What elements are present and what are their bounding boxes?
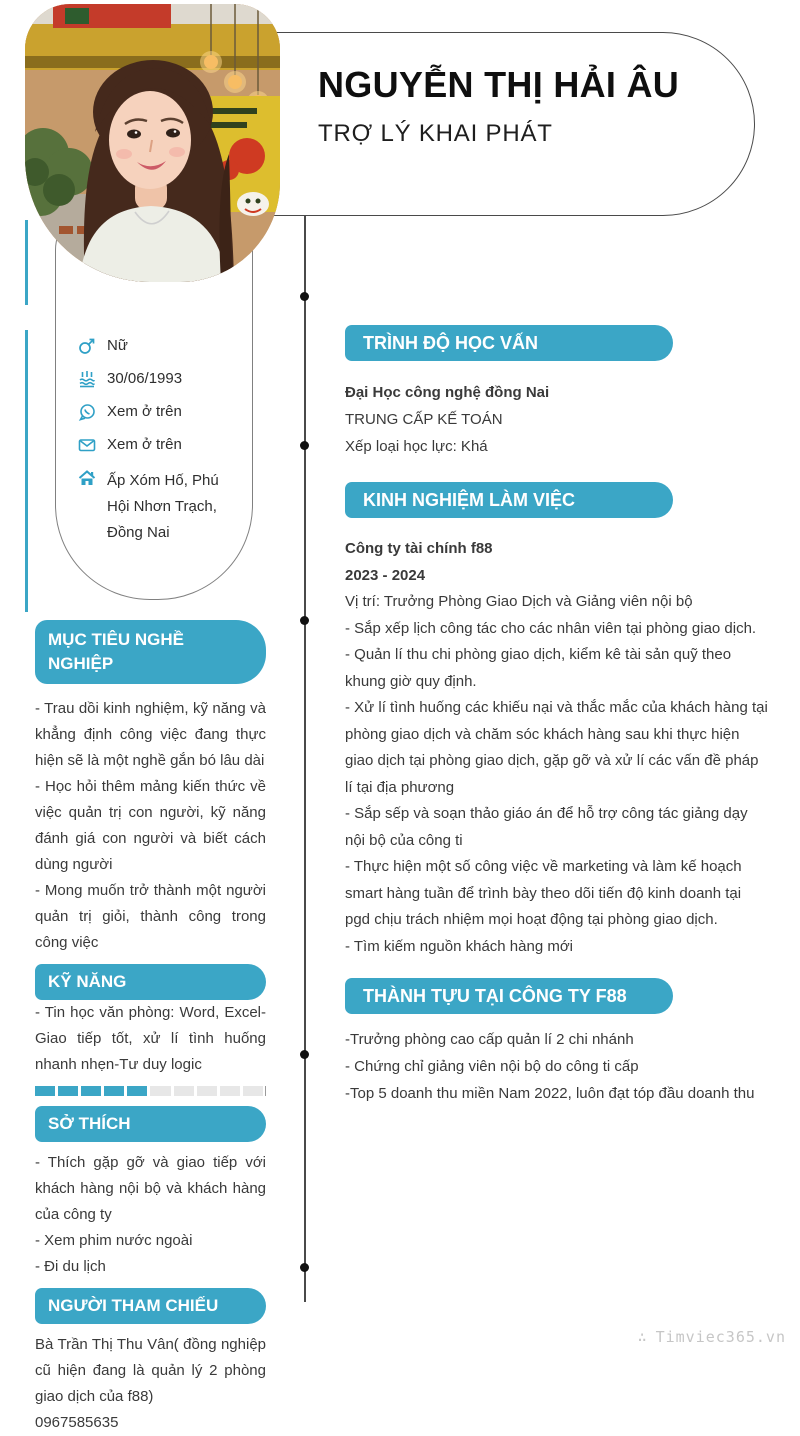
whatsapp-icon <box>78 403 96 421</box>
objective-bullet: - Trau dồi kinh nghiệm, kỹ năng và khẳng định công việc đang thực hiện sẽ là một nghề gắn bó lâu dài <box>35 700 266 769</box>
right-column <box>345 325 769 1107</box>
phone-value: Xem ở trên <box>107 403 182 420</box>
skill-segment <box>35 1086 55 1096</box>
experience-bullet: - Sắp xếp lịch công tác cho các nhân viên tại phòng giao dịch. <box>345 619 757 637</box>
email-icon <box>78 436 96 454</box>
home-icon <box>78 469 96 487</box>
experience-period: 2023 - 2024 <box>345 566 426 584</box>
email-value: Xem ở trên <box>107 436 182 453</box>
skill-segment <box>127 1086 147 1096</box>
job-title: TRỢ LÝ KHAI PHÁT <box>318 120 553 147</box>
skill-bar <box>35 1086 266 1096</box>
contact-list <box>78 336 238 559</box>
experience-bullet: - Thực hiện một số công việc về marketing và làm kế hoạch smart hàng tuần để trình bày theo dõi tiến độ kinh doanh tại pgd chịu trách nhiệm mọi hoạt động tại phòng giao dịch. <box>345 858 742 928</box>
contact-item-email <box>78 435 238 455</box>
interests-body <box>35 1150 266 1280</box>
skill-segment <box>197 1086 217 1096</box>
skill-segment <box>243 1086 263 1096</box>
skill-segment <box>81 1086 101 1096</box>
gender-value: Nữ <box>107 337 128 354</box>
objective-body <box>35 696 266 956</box>
achievement-bullet: - Chứng chỉ giảng viên nội bộ do công ti cấp <box>345 1058 639 1075</box>
skills-text: - Tin học văn phòng: Word, Excel- Giao tiếp tốt, xử lí tình huống nhanh nhẹn-Tư duy logic <box>35 1004 266 1073</box>
skill-segment <box>58 1086 78 1096</box>
experience-bullet: - Sắp sếp và soạn thảo giáo án để hỗ trợ công tác giảng dạy nội bộ của công ti <box>345 805 748 849</box>
objective-bullet: - Học hỏi thêm mảng kiến thức về việc quản trị con người, kỹ năng đánh giá con người và biết cách dùng người <box>35 778 266 873</box>
contact-item-address <box>78 468 238 546</box>
section-title-interests: SỞ THÍCH <box>35 1106 266 1142</box>
experience-position: Vị trí: Trưởng Phòng Giao Dịch và Giảng viên nội bộ <box>345 593 693 610</box>
watermark <box>638 1328 786 1346</box>
section-title-experience: KINH NGHIỆM LÀM VIỆC <box>345 482 673 518</box>
experience-company: Công ty tài chính f88 <box>345 540 493 557</box>
experience-bullet: - Tìm kiếm nguồn khách hàng mới <box>345 937 573 955</box>
header <box>318 64 679 148</box>
section-title-objective: MỤC TIÊU NGHỀ NGHIỆP <box>35 620 266 684</box>
watermark-icon: ∴ <box>637 1328 648 1346</box>
experience-bullet: - Quản lí thu chi phòng giao dịch, kiểm kê tài sản quỹ theo khung giờ quy định. <box>345 646 732 690</box>
section-title-reference: NGƯỜI THAM CHIẾU <box>35 1288 266 1324</box>
reference-body <box>35 1332 266 1436</box>
profile-photo <box>25 4 280 282</box>
birthday-value: 30/06/1993 <box>107 370 183 387</box>
reference-text: Bà Trần Thị Thu Vân( đồng nghiệp cũ hiện đang là quản lý 2 phòng giao dịch của f88) <box>35 1336 266 1405</box>
education-degree: TRUNG CẤP KẾ TOÁN <box>345 411 503 428</box>
interest-bullet: - Đi du lịch <box>35 1258 106 1275</box>
achievement-bullet: -Trưởng phòng cao cấp quản lí 2 chi nhánh <box>345 1031 634 1048</box>
timeline-line <box>304 216 306 1302</box>
skill-segment <box>174 1086 194 1096</box>
birthday-icon <box>78 370 96 388</box>
experience-body <box>345 536 769 960</box>
timeline-dot <box>300 441 309 450</box>
education-grade: Xếp loại học lực: Khá <box>345 438 488 455</box>
contact-item-birthday <box>78 369 238 389</box>
contact-item-gender <box>78 336 238 356</box>
interest-bullet: - Thích gặp gỡ và giao tiếp với khách hàng nội bộ và khách hàng của công ty <box>35 1154 266 1223</box>
interest-bullet: - Xem phim nước ngoài <box>35 1232 193 1249</box>
skill-segment <box>150 1086 170 1096</box>
achievements-body <box>345 1026 769 1107</box>
contact-item-phone <box>78 402 238 422</box>
timeline-dot <box>300 616 309 625</box>
gender-icon <box>78 337 96 355</box>
timeline-dot <box>300 1263 309 1272</box>
section-title-achievements: THÀNH TỰU TẠI CÔNG TY F88 <box>345 978 673 1014</box>
section-title-skills: KỸ NĂNG <box>35 964 266 1000</box>
reference-phone: 0967585635 <box>35 1414 119 1431</box>
education-school: Đại Học công nghệ đồng Nai <box>345 384 550 401</box>
accent-line <box>25 220 28 305</box>
objective-bullet: - Mong muốn trở thành một người quản trị giỏi, thành công trong công việc <box>35 882 266 951</box>
skill-segment <box>220 1086 240 1096</box>
candidate-name: NGUYỄN THỊ HẢI ÂU <box>318 64 680 105</box>
profile-photo-illustration <box>25 4 280 282</box>
achievement-bullet: -Top 5 doanh thu miền Nam 2022, luôn đạt tóp đầu doanh thu <box>345 1085 755 1102</box>
skill-segment <box>104 1086 124 1096</box>
experience-bullet: - Xử lí tình huống các khiếu nại và thắc mắc của khách hàng tại phòng giao dịch và chăm sóc khách hàng sau khi thực hiện giao dịch tại phòng giao dịch, gặp gỡ và xử lí các vấn đề pháp lí tại địa phương <box>345 699 768 796</box>
address-value: Ấp Xóm Hố, Phú Hội Nhơn Trạch, Đồng Nai <box>107 472 219 541</box>
watermark-text: Timviec365.vn <box>655 1328 786 1346</box>
accent-line <box>25 330 28 612</box>
timeline-dot <box>300 292 309 301</box>
section-title-education: TRÌNH ĐỘ HỌC VẤN <box>345 325 673 361</box>
timeline-dot <box>300 1050 309 1059</box>
education-body <box>345 379 769 460</box>
left-column <box>35 620 266 1436</box>
